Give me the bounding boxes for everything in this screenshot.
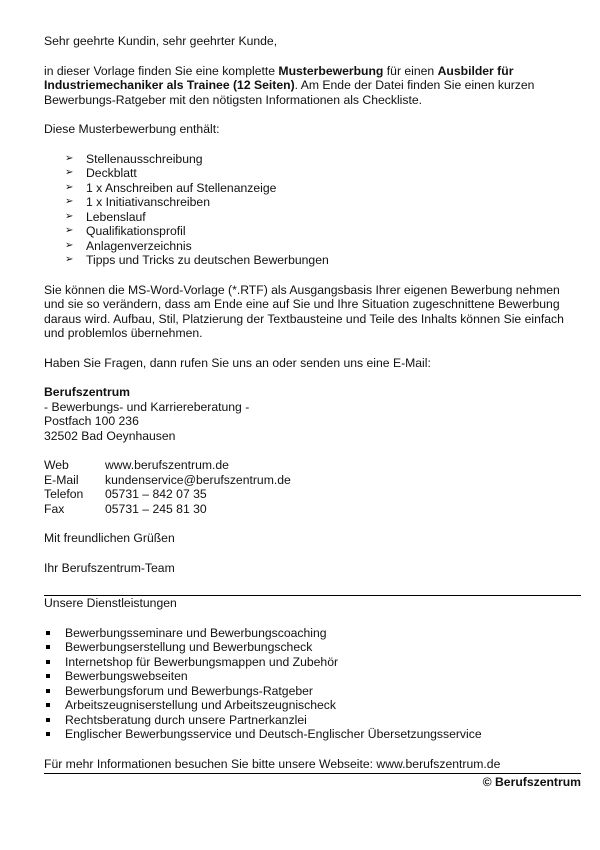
list-item: [65, 253, 581, 268]
square-bullet-icon: [46, 631, 50, 635]
list-item: [44, 626, 581, 641]
list-item: [44, 698, 581, 713]
more-info-text: Für mehr Informationen besuchen Sie bitte unsere Webseite: www.berufszentrum.de: [44, 756, 501, 771]
list-item: [44, 713, 581, 728]
list-item-text: 1 x Initiativanschreiben: [86, 195, 210, 209]
list-item: [44, 655, 581, 670]
list-item-text: Bewerbungsseminare und Bewerbungscoaching: [65, 625, 327, 640]
list-item: [65, 152, 581, 167]
list-item-text: Bewerbungserstellung und Bewerbungscheck: [65, 640, 313, 654]
list-item-text: Deckblatt: [86, 166, 137, 180]
list-item-text: Rechtsberatung durch unsere Partnerkanzlei: [65, 712, 307, 727]
intro-bold-1: Musterbewerbung: [278, 63, 384, 78]
list-item-text: Lebenslauf: [86, 209, 146, 224]
list-item: [65, 210, 581, 225]
list-item-text: Stellenausschreibung: [86, 151, 203, 166]
contact-row-email: [44, 473, 581, 488]
company-name: Berufszentrum: [44, 385, 131, 399]
intro-text-2: für einen: [383, 63, 438, 78]
contents-list: [44, 152, 581, 268]
list-item: [44, 684, 581, 699]
list-item: [65, 181, 581, 196]
list-item-text: Bewerbungsforum und Bewerbungs-Ratgeber: [65, 683, 313, 698]
fax-number: 05731 – 245 81 30: [105, 501, 207, 516]
contents-heading: Diese Musterbewerbung enthält:: [44, 122, 220, 136]
usage-paragraph: Sie können die MS-Word-Vorlage (*.RTF) als Ausgangsbasis Ihrer eigenen Bewerbung nehmen und sie so verändern, dass am Ende eine auf Sie und Ihre Situation zugeschnittene Bewerbung daraus wird. Aufbau, Stil, Platzierung der Textbausteine und Teile des Inhalts können Sie einfach und problemlos übernehmen.: [44, 282, 564, 340]
company-address: [44, 385, 581, 443]
company-city: 32502 Bad Oeynhausen: [44, 428, 176, 443]
list-item-text: Qualifikationsprofil: [86, 224, 186, 238]
web-link[interactable]: www.berufszentrum.de: [105, 458, 229, 472]
arrow-bullet-icon: ➢: [65, 210, 74, 222]
closing: Mit freundlichen Grüßen: [44, 531, 175, 545]
arrow-bullet-icon: ➢: [65, 225, 74, 236]
list-item: [44, 727, 581, 742]
arrow-bullet-icon: ➢: [65, 181, 74, 193]
intro-bold-2: Ausbilder für Industriemechaniker als Trainee (12 Seiten): [44, 63, 514, 92]
list-item: [65, 195, 581, 210]
contact-label: Fax: [44, 501, 65, 516]
salutation: Sehr geehrte Kundin, sehr geehrter Kunde,: [44, 34, 278, 48]
contact-row-fax: [44, 502, 581, 517]
list-item: [65, 239, 581, 254]
list-item: [44, 669, 581, 684]
square-bullet-icon: [46, 732, 50, 736]
list-item-text: Anlagenverzeichnis: [86, 238, 192, 253]
intro-text-1: in dieser Vorlage finden Sie eine komplette: [44, 63, 279, 78]
list-item: [44, 640, 581, 655]
company-postbox: Postfach 100 236: [44, 414, 139, 428]
footer-divider: [44, 773, 581, 774]
company-tagline: - Bewerbungs- und Karriereberatung -: [44, 399, 250, 414]
square-bullet-icon: [46, 645, 50, 649]
arrow-bullet-icon: ➢: [65, 167, 74, 178]
signature: Ihr Berufszentrum-Team: [44, 560, 175, 575]
contact-row-web: [44, 458, 581, 473]
copyright: © Berufszentrum: [482, 775, 581, 789]
email-link[interactable]: kundenservice@berufszentrum.de: [105, 472, 291, 487]
square-bullet-icon: [46, 718, 50, 722]
contact-label: E-Mail: [44, 472, 79, 487]
contact-label: Telefon: [44, 487, 84, 501]
services-heading: Unsere Dienstleistungen: [44, 596, 177, 610]
list-item-text: Internetshop für Bewerbungsmappen und Zubehör: [65, 654, 339, 669]
phone-number: 05731 – 842 07 35: [105, 487, 207, 501]
arrow-bullet-icon: ➢: [65, 239, 74, 251]
list-item: [65, 166, 581, 181]
intro-text-3: . Am Ende der Datei finden Sie einen kurzen Bewerbungs-Ratgeber mit den nötigsten Informationen als Checkliste.: [44, 78, 535, 107]
services-list: [44, 626, 581, 742]
list-item-text: Tipps und Tricks zu deutschen Bewerbungen: [86, 253, 329, 267]
list-item-text: Arbeitszeugniserstellung und Arbeitszeugnischeck: [65, 698, 336, 712]
square-bullet-icon: [46, 674, 50, 678]
contact-row-phone: [44, 487, 581, 502]
arrow-bullet-icon: ➢: [65, 152, 74, 164]
list-item-text: 1 x Anschreiben auf Stellenanzeige: [86, 180, 277, 195]
arrow-bullet-icon: ➢: [65, 196, 74, 207]
document-page: [44, 34, 581, 790]
square-bullet-icon: [46, 660, 50, 664]
contact-label: Web: [44, 458, 69, 472]
contact-block: [44, 458, 581, 516]
arrow-bullet-icon: ➢: [65, 254, 74, 265]
questions-paragraph: Haben Sie Fragen, dann rufen Sie uns an oder senden uns eine E-Mail:: [44, 355, 431, 370]
square-bullet-icon: [46, 689, 50, 693]
list-item: [65, 224, 581, 239]
intro-paragraph: [44, 64, 581, 108]
list-item-text: Bewerbungswebseiten: [65, 669, 188, 683]
square-bullet-icon: [46, 703, 50, 707]
list-item-text: Englischer Bewerbungsservice und Deutsch-Englischer Übersetzungsservice: [65, 727, 482, 741]
